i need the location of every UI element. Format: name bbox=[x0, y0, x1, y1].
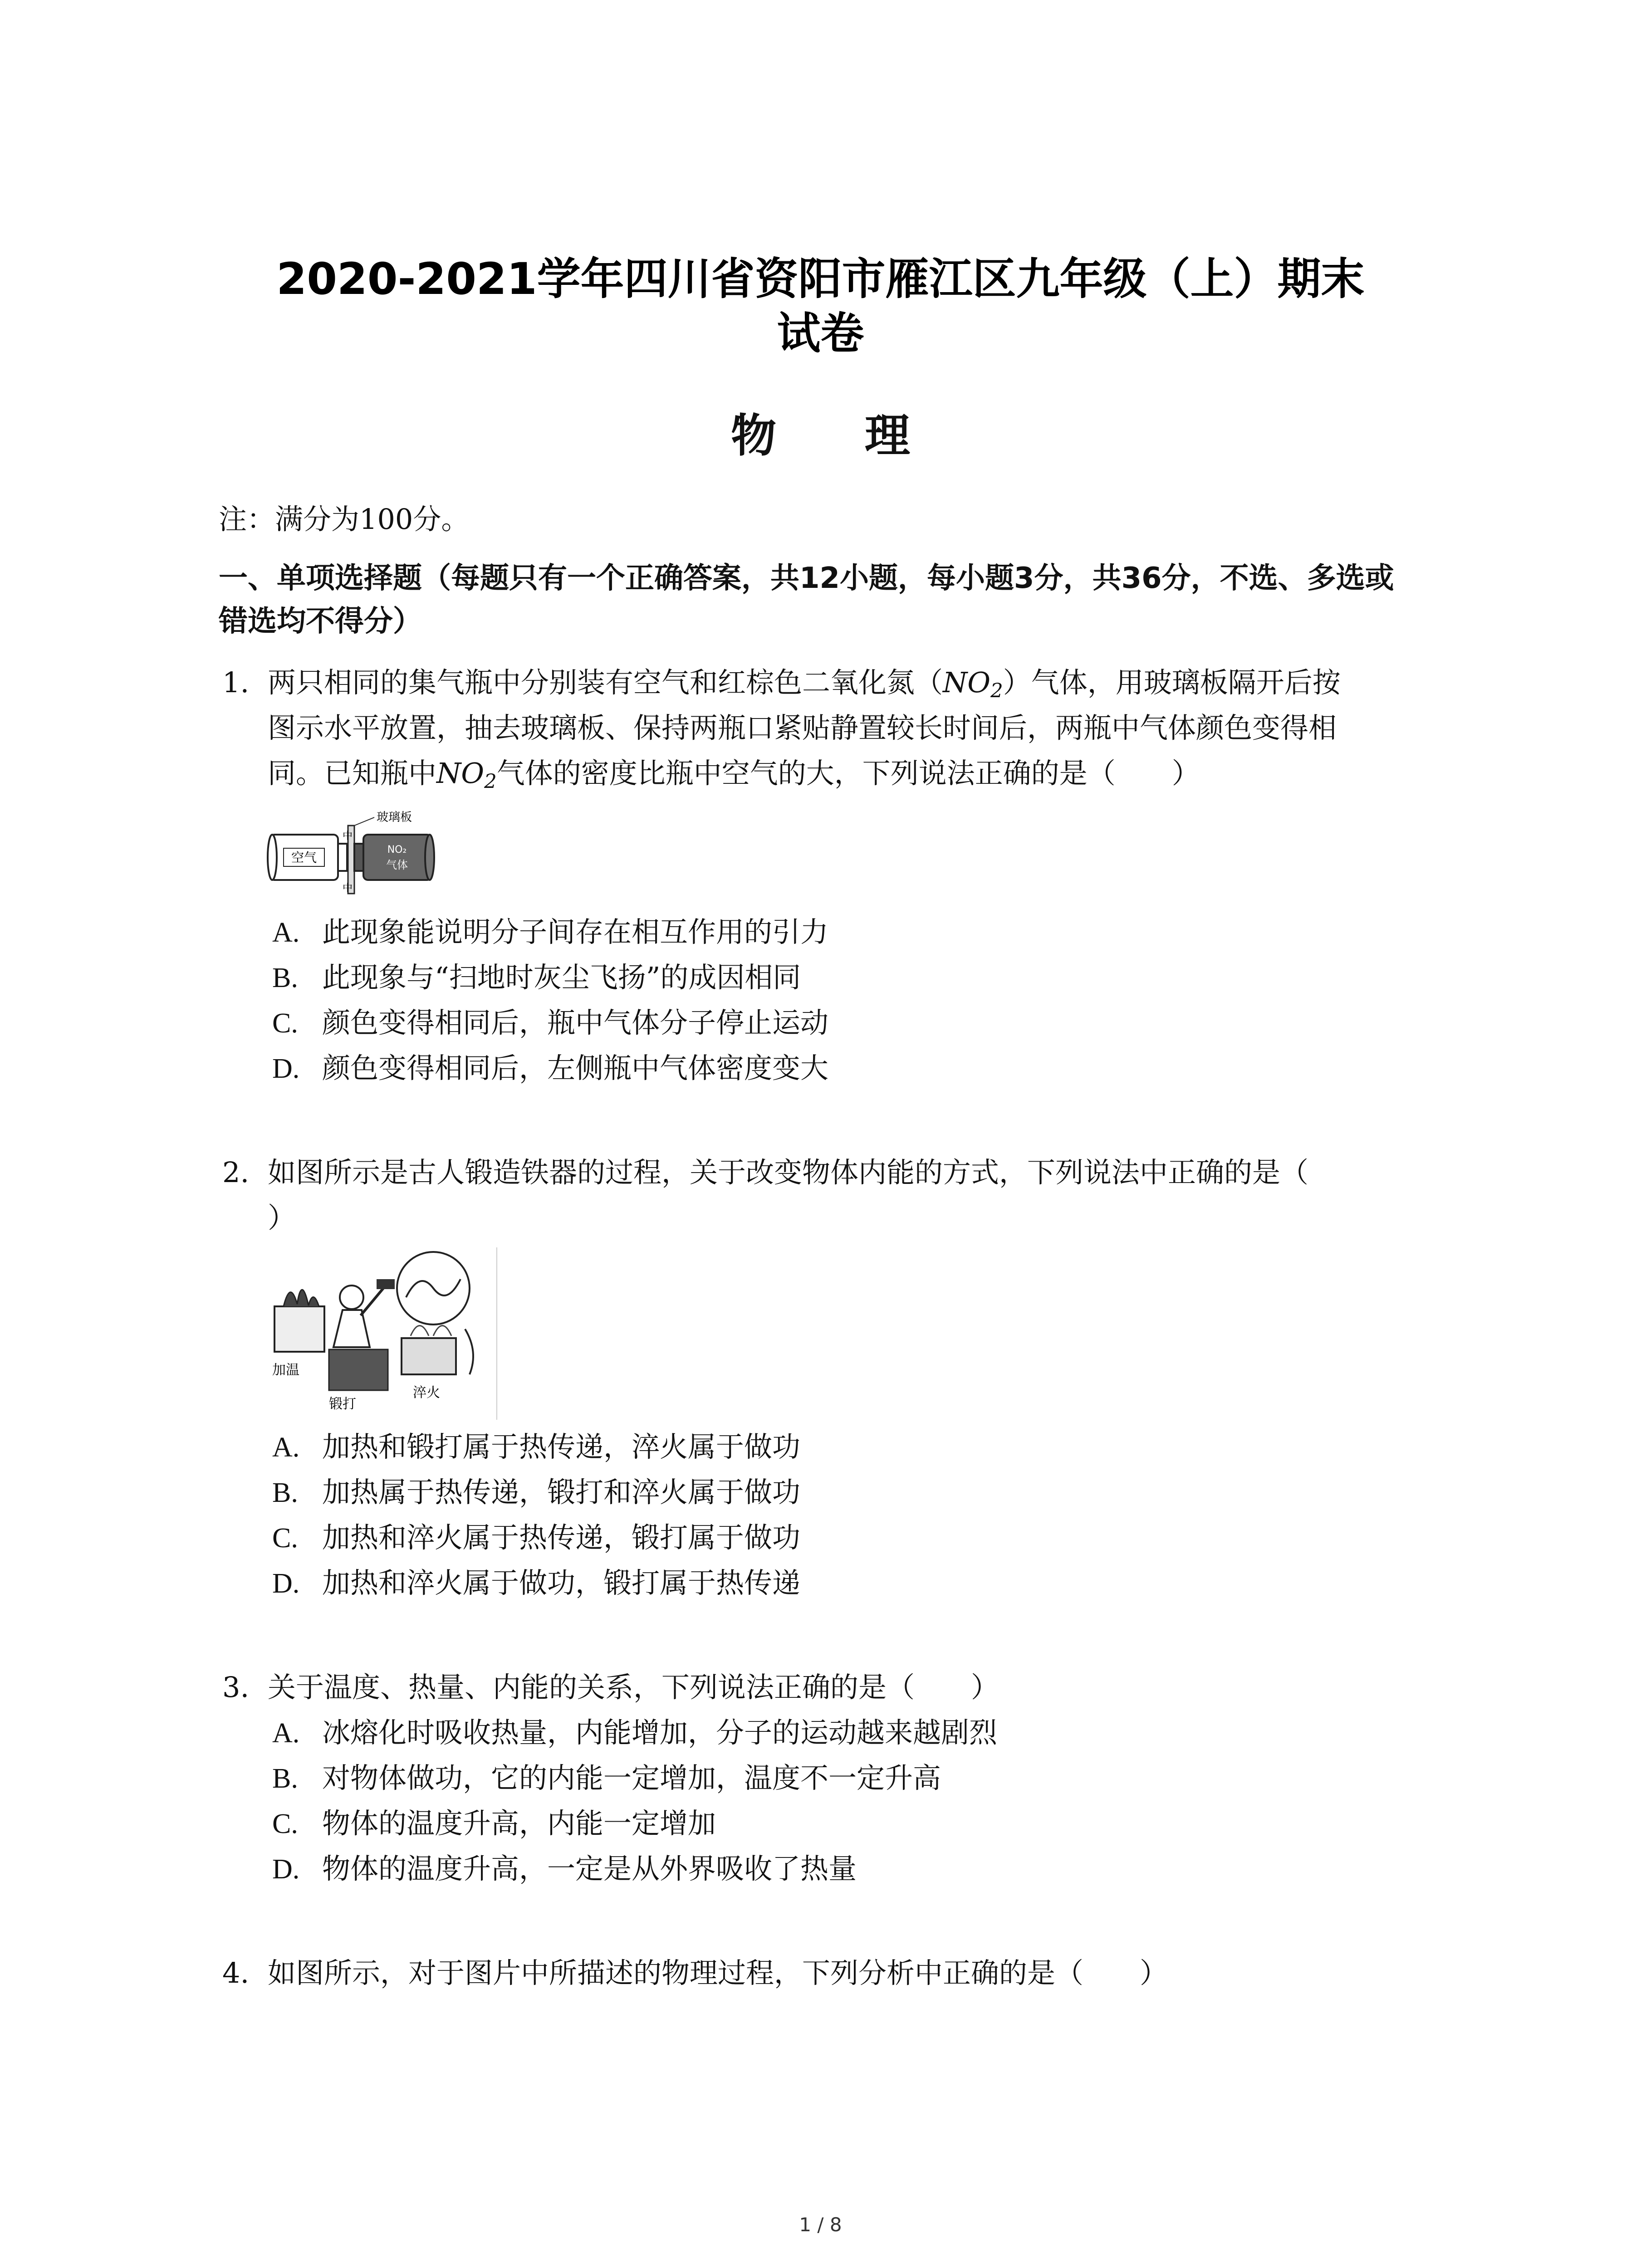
page-number: 1 / 8 bbox=[799, 2214, 842, 2236]
option-text: 物体的温度升高，内能一定增加 bbox=[322, 1807, 716, 1840]
no2-formula bbox=[943, 666, 1003, 702]
option-text: 此现象能说明分子间存在相互作用的引力 bbox=[322, 915, 829, 948]
glass-plate-label: 玻璃板 bbox=[377, 811, 412, 824]
air-bottle-neck bbox=[338, 844, 347, 871]
option-label: A. bbox=[272, 1432, 300, 1463]
option-text: 对物体做功，它的内能一定增加，温度不一定升高 bbox=[322, 1761, 941, 1794]
option-label: A. bbox=[272, 917, 300, 948]
option-label: A. bbox=[272, 1718, 300, 1749]
no2-formula-inline bbox=[436, 757, 497, 793]
anvil-block bbox=[329, 1349, 388, 1390]
quench-label: 淬火 bbox=[413, 1385, 440, 1401]
question-4-number: 4. bbox=[222, 1956, 250, 1989]
question-1-option-d[interactable] bbox=[272, 1050, 828, 1087]
gas-label: 气体 bbox=[386, 859, 408, 871]
glass-callout-line bbox=[354, 817, 374, 826]
option-label: D. bbox=[272, 1053, 300, 1084]
question-1-option-c[interactable] bbox=[272, 1005, 828, 1041]
air-label: 空气 bbox=[291, 850, 317, 865]
option-label: D. bbox=[272, 1568, 300, 1599]
heat-label: 加温 bbox=[272, 1362, 299, 1378]
smith-body bbox=[333, 1310, 370, 1347]
question-3-line1: 关于温度、热量、内能的关系，下列说法正确的是（ ） bbox=[268, 1671, 999, 1704]
question-1-number: 1. bbox=[222, 666, 250, 699]
quench-tub bbox=[402, 1338, 456, 1374]
hammer-arm bbox=[361, 1288, 383, 1315]
question-2-number: 2. bbox=[222, 1156, 250, 1189]
question-2-line1: 如图所示是古人锻造铁器的过程，关于改变物体内能的方式，下列说法中正确的是（ bbox=[268, 1156, 1309, 1189]
air-bottle-base bbox=[268, 835, 277, 880]
option-label: B. bbox=[272, 1477, 298, 1508]
question-1-text-3a: 同。已知瓶中 bbox=[268, 757, 437, 790]
question-3-option-a[interactable] bbox=[272, 1715, 997, 1751]
option-text: 物体的温度升高，一定是从外界吸收了热量 bbox=[322, 1852, 857, 1885]
option-text: 颜色变得相同后，左侧瓶中气体密度变大 bbox=[322, 1051, 829, 1085]
question-1-text-3b: 气体的密度比瓶中空气的大，下列说法正确的是（ ） bbox=[496, 757, 1200, 790]
section-heading-line1: 一、单项选择题（每题只有一个正确答案，共12小题，每小题3分，共36分，不选、多选或 bbox=[219, 562, 1394, 595]
option-label: D. bbox=[272, 1854, 300, 1885]
mid-label-top: 中 bbox=[343, 831, 353, 842]
option-text: 加热和淬火属于热传递，锻打属于做功 bbox=[322, 1521, 801, 1554]
question-3-option-d[interactable] bbox=[272, 1851, 857, 1887]
option-text: 加热属于热传递，锻打和淬火属于做功 bbox=[322, 1476, 801, 1509]
fire-shape bbox=[284, 1290, 319, 1306]
question-2-option-a[interactable] bbox=[272, 1429, 800, 1466]
question-1-text-1a: 两只相同的集气瓶中分别装有空气和红棕色二氧化氮（ bbox=[268, 666, 943, 699]
formula-subscript: 2 bbox=[484, 770, 497, 793]
question-3-number: 3. bbox=[222, 1671, 250, 1704]
question-1-line3 bbox=[268, 755, 1200, 800]
question-2-option-d[interactable] bbox=[272, 1565, 800, 1602]
question-1-line2: 图示水平放置，抽去玻璃板、保持两瓶口紧贴静置较长时间后，两瓶中气体颜色变得相 bbox=[268, 711, 1337, 744]
question-2-option-c[interactable] bbox=[272, 1520, 800, 1556]
no2-bottle-neck bbox=[354, 844, 363, 871]
question-3-option-b[interactable] bbox=[272, 1760, 941, 1797]
question-1-text-1b: ）气体，用玻璃板隔开后按 bbox=[1003, 666, 1341, 699]
question-1-option-b[interactable] bbox=[272, 959, 801, 996]
option-label: C. bbox=[272, 1809, 298, 1839]
option-label: B. bbox=[272, 1763, 298, 1794]
option-text: 加热和锻打属于热传递，淬火属于做功 bbox=[322, 1430, 801, 1463]
hammer-head bbox=[377, 1279, 395, 1289]
forging-figure bbox=[265, 1247, 501, 1420]
section-heading-line2: 错选均不得分） bbox=[219, 605, 422, 638]
question-4-line1: 如图所示，对于图片中所描述的物理过程，下列分析中正确的是（ ） bbox=[268, 1956, 1168, 1989]
option-label: B. bbox=[272, 963, 298, 993]
formula-subscript: 2 bbox=[990, 679, 1003, 702]
forge-label: 锻打 bbox=[329, 1396, 356, 1412]
formula-base: NO bbox=[943, 666, 991, 699]
question-1-line1 bbox=[268, 665, 1341, 709]
option-text: 颜色变得相同后，瓶中气体分子停止运动 bbox=[322, 1006, 829, 1039]
no2-label: NO₂ bbox=[387, 844, 407, 855]
question-3-option-c[interactable] bbox=[272, 1805, 716, 1842]
smith-head bbox=[340, 1286, 363, 1309]
no2-bottle-base bbox=[425, 835, 434, 880]
question-2-line2: ） bbox=[268, 1201, 296, 1234]
exam-title-line1: 2020-2021学年四川省资阳市雁江区九年级（上）期末 bbox=[276, 254, 1365, 304]
no2-bottle bbox=[363, 835, 431, 880]
steam-lines bbox=[411, 1326, 451, 1336]
option-text: 此现象与“扫地时灰尘飞扬”的成因相同 bbox=[322, 961, 801, 994]
gas-bottles-figure bbox=[265, 807, 447, 898]
furnace bbox=[274, 1306, 324, 1352]
option-label: C. bbox=[272, 1523, 298, 1554]
score-note: 注：满分为100分。 bbox=[219, 503, 470, 536]
question-2-option-b[interactable] bbox=[272, 1474, 800, 1511]
exam-title-line2: 试卷 bbox=[777, 308, 864, 359]
option-text: 冰熔化时吸收热量，内能增加，分子的运动越来越剧烈 bbox=[322, 1716, 998, 1749]
mid-label-bottom: 中 bbox=[343, 883, 353, 894]
option-text: 加热和淬火属于做功，锻打属于热传递 bbox=[322, 1566, 801, 1599]
subject-heading: 物 理 bbox=[731, 409, 946, 462]
option-label: C. bbox=[272, 1008, 298, 1039]
formula-base: NO bbox=[436, 757, 485, 790]
dragon-tail bbox=[465, 1329, 473, 1374]
question-1-option-a[interactable] bbox=[272, 914, 828, 951]
